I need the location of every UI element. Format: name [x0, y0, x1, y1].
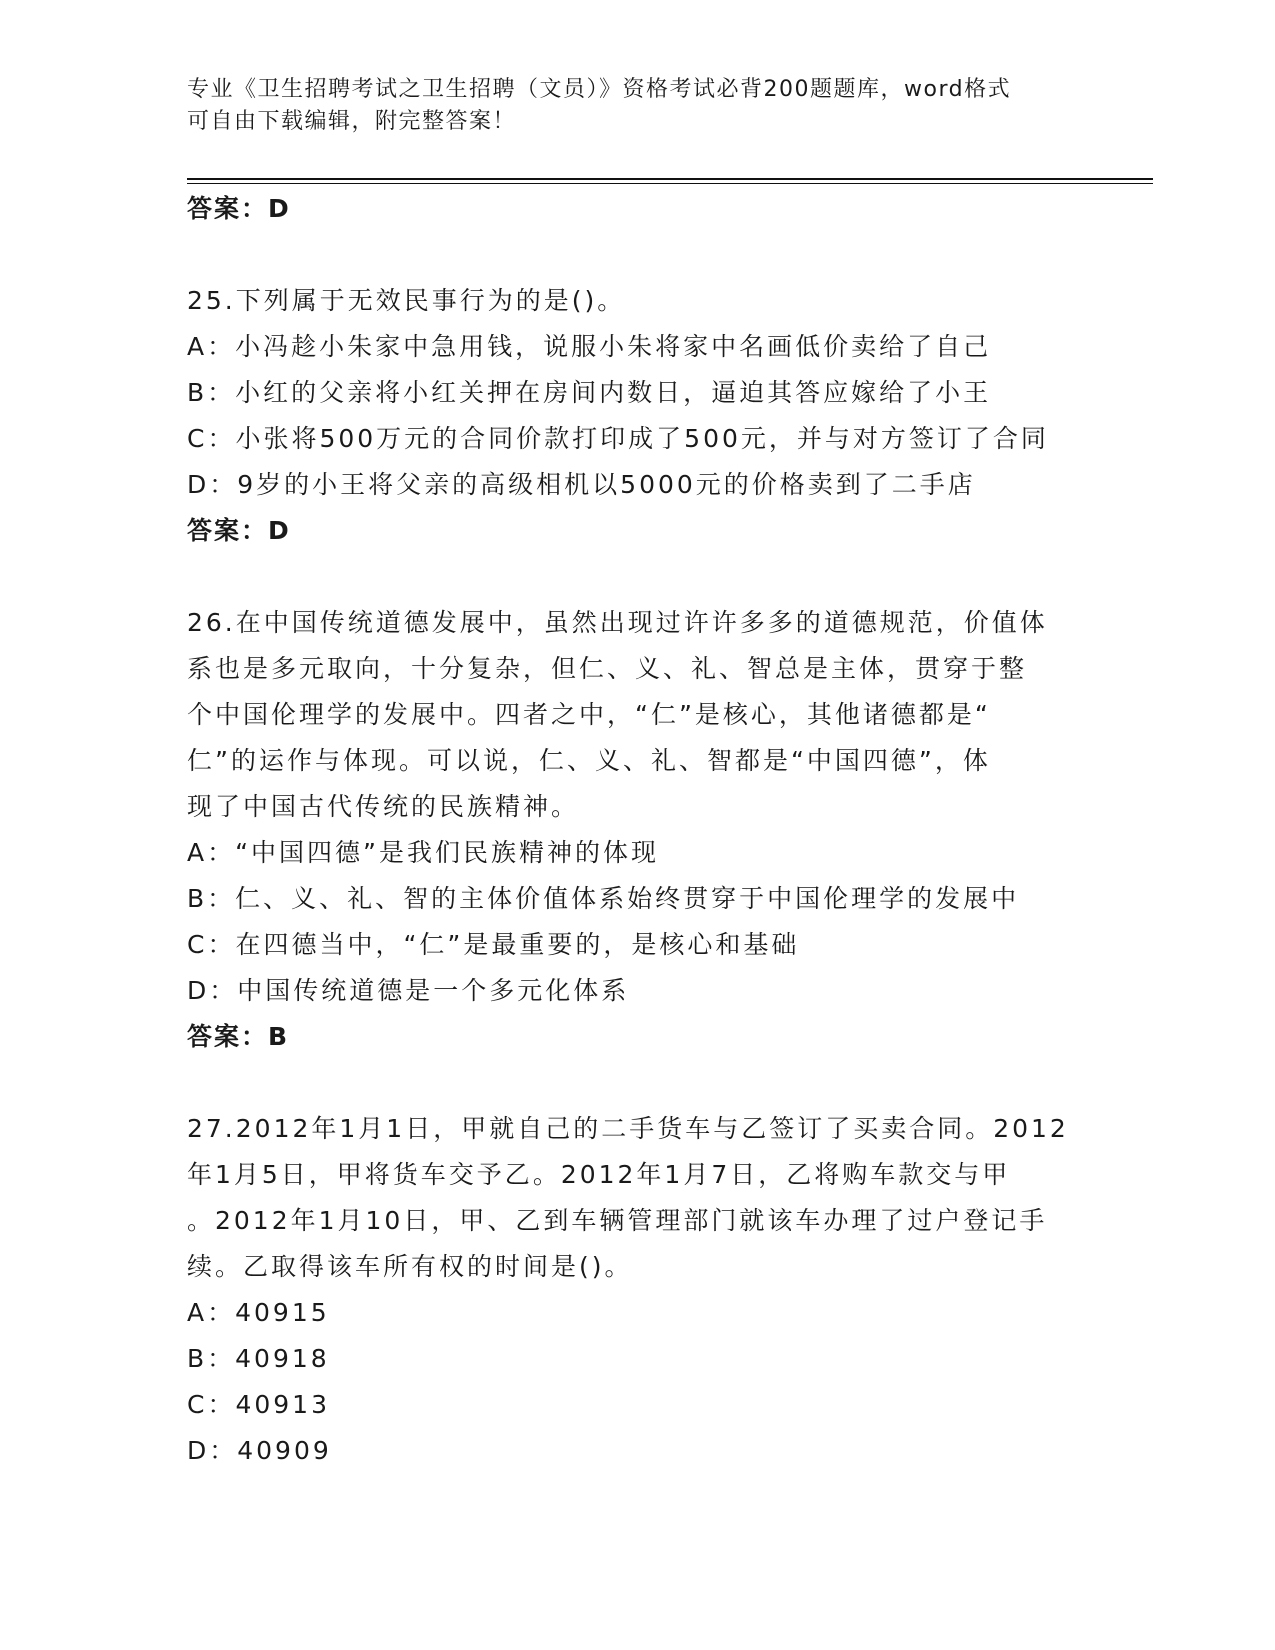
- question-stem-line: 。2012年1月10日，甲、乙到车辆管理部门就该车办理了过户登记手: [187, 1206, 1048, 1235]
- question-content: [187, 186, 1087, 1474]
- option-d: D：40909: [187, 1436, 332, 1465]
- spacer: [187, 1060, 1087, 1106]
- header-line-2: 可自由下载编辑，附完整答案！: [187, 109, 517, 134]
- header-rule-thin: [187, 183, 1153, 184]
- question-stem-line: 系也是多元取向，十分复杂，但仁、义、礼、智总是主体，贯穿于整: [187, 654, 1028, 683]
- option-b: B：仁、义、礼、智的主体价值体系始终贯穿于中国伦理学的发展中: [187, 884, 1020, 913]
- question-block-26: [187, 600, 1087, 1060]
- option-c: C：小张将500万元的合同价款打印成了500元，并与对方签订了合同: [187, 424, 1049, 453]
- option-c: C：40913: [187, 1390, 330, 1419]
- question-stem-line: 现了中国古代传统的民族精神。: [187, 792, 580, 821]
- question-stem-line: 27.2012年1月1日，甲就自己的二手货车与乙签订了买卖合同。2012: [187, 1114, 1069, 1143]
- option-b: B：40918: [187, 1344, 330, 1373]
- question-stem-line: 仁”的运作与体现。可以说，仁、义、礼、智都是“中国四德”，体: [187, 746, 991, 775]
- spacer: [187, 232, 1087, 278]
- answer-line: 答案：B: [187, 1022, 290, 1051]
- question-stem-line: 26.在中国传统道德发展中，虽然出现过许许多多的道德规范，价值体: [187, 608, 1048, 637]
- option-a: A：40915: [187, 1298, 330, 1327]
- page-header: [187, 74, 1067, 138]
- question-block-27: [187, 1106, 1087, 1474]
- header-line-1: 专业《卫生招聘考试之卫生招聘（文员）》资格考试必背200题题库，word格式: [187, 77, 1012, 102]
- option-a: A：“中国四德”是我们民族精神的体现: [187, 838, 660, 867]
- question-stem-line: 年1月5日，甲将货车交予乙。2012年1月7日，乙将购车款交与甲: [187, 1160, 1011, 1189]
- previous-answer: 答案：D: [187, 194, 291, 223]
- spacer: [187, 554, 1087, 600]
- question-stem-line: 个中国伦理学的发展中。四者之中，“仁”是核心，其他诸德都是“: [187, 700, 991, 729]
- option-a: A：小冯趁小朱家中急用钱，说服小朱将家中名画低价卖给了自己: [187, 332, 992, 361]
- question-block-25: [187, 278, 1087, 554]
- option-b: B：小红的父亲将小红关押在房间内数日，逼迫其答应嫁给了小王: [187, 378, 992, 407]
- header-rule-thick: [187, 178, 1153, 180]
- question-stem-line: 25.下列属于无效民事行为的是()。: [187, 286, 626, 315]
- option-d: D：中国传统道德是一个多元化体系: [187, 976, 630, 1005]
- option-c: C：在四德当中，“仁”是最重要的，是核心和基础: [187, 930, 800, 959]
- question-stem-line: 续。乙取得该车所有权的时间是()。: [187, 1252, 633, 1281]
- answer-line: 答案：D: [187, 516, 291, 545]
- option-d: D：9岁的小王将父亲的高级相机以5000元的价格卖到了二手店: [187, 470, 976, 499]
